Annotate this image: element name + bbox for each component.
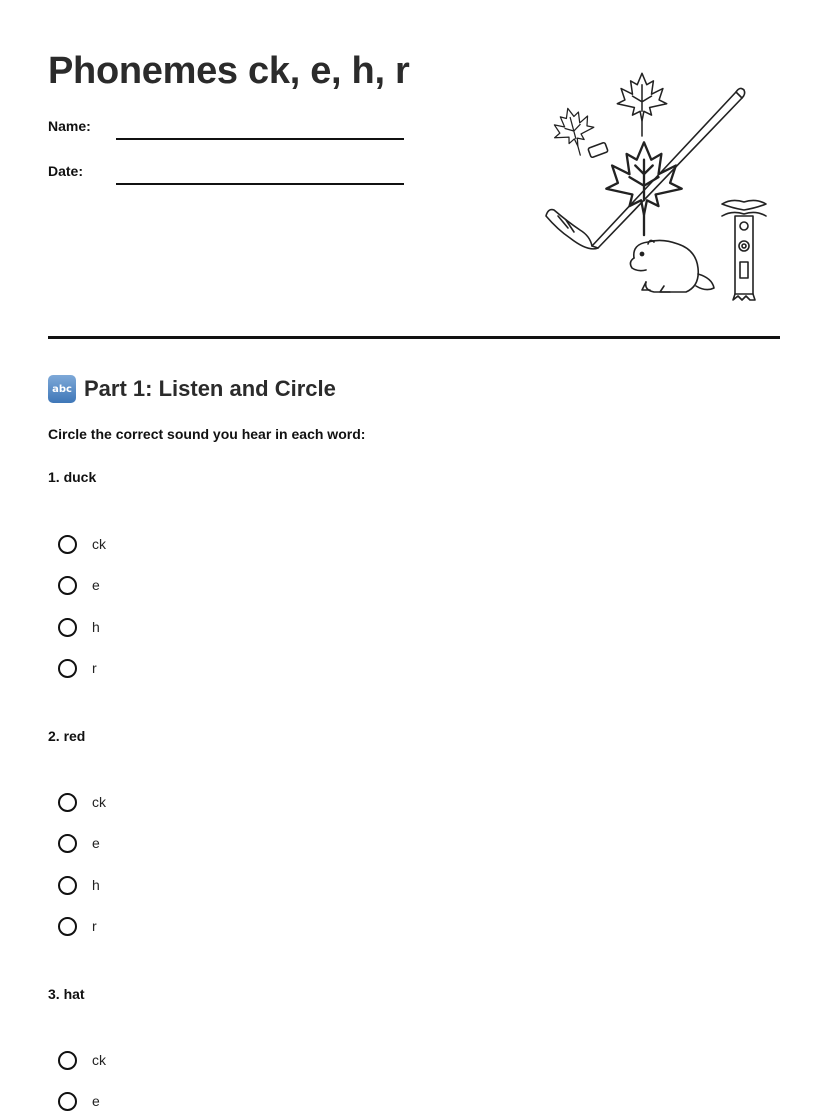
option-label: h [92, 619, 100, 635]
option-label: r [92, 918, 97, 934]
option-label: ck [92, 794, 106, 810]
beaver-icon [630, 240, 714, 292]
worksheet-title: Phonemes ck, e, h, r [48, 50, 410, 92]
option-label: ck [92, 1052, 106, 1068]
answer-option[interactable] [58, 573, 100, 597]
answer-option[interactable] [58, 532, 106, 556]
option-label: e [92, 577, 100, 593]
option-label: e [92, 835, 100, 851]
radio-button[interactable] [58, 618, 77, 637]
abc-icon: abc [48, 375, 76, 403]
answer-option[interactable] [58, 831, 100, 855]
section-heading [48, 374, 336, 404]
name-field[interactable] [48, 116, 408, 140]
answer-option[interactable] [58, 873, 100, 897]
answer-option[interactable] [58, 914, 97, 938]
radio-button[interactable] [58, 793, 77, 812]
question-label: 1. duck [48, 469, 97, 485]
name-line[interactable] [116, 138, 404, 140]
option-label: r [92, 660, 97, 676]
option-label: ck [92, 536, 106, 552]
radio-button[interactable] [58, 834, 77, 853]
section-title: Part 1: Listen and Circle [84, 376, 336, 401]
answer-option[interactable] [58, 1048, 106, 1072]
option-label: h [92, 877, 100, 893]
option-label: e [92, 1093, 100, 1109]
question-3 [48, 986, 448, 1109]
instruction-text: Circle the correct sound you hear in each word: [48, 426, 366, 442]
radio-button[interactable] [58, 1092, 77, 1111]
answer-option[interactable] [58, 615, 100, 639]
answer-option[interactable] [58, 790, 106, 814]
canada-illustration [540, 70, 780, 302]
maple-leaf-icon [617, 73, 666, 136]
date-label: Date: [48, 163, 84, 179]
question-1 [48, 469, 448, 676]
date-field[interactable] [48, 161, 408, 185]
question-label: 2. red [48, 728, 86, 744]
radio-button[interactable] [58, 576, 77, 595]
answer-option[interactable] [58, 656, 97, 680]
section-divider [48, 336, 780, 339]
maple-leaf-icon [548, 103, 600, 160]
totem-pole-icon [722, 200, 766, 300]
date-line[interactable] [116, 183, 404, 185]
radio-button[interactable] [58, 535, 77, 554]
question-label: 3. hat [48, 986, 85, 1002]
hockey-puck-icon [588, 142, 608, 158]
maple-leaf-icon [606, 142, 681, 235]
question-2 [48, 728, 448, 934]
name-label: Name: [48, 118, 91, 134]
radio-button[interactable] [58, 1051, 77, 1070]
answer-option[interactable] [58, 1089, 100, 1113]
radio-button[interactable] [58, 917, 77, 936]
radio-button[interactable] [58, 659, 77, 678]
radio-button[interactable] [58, 876, 77, 895]
